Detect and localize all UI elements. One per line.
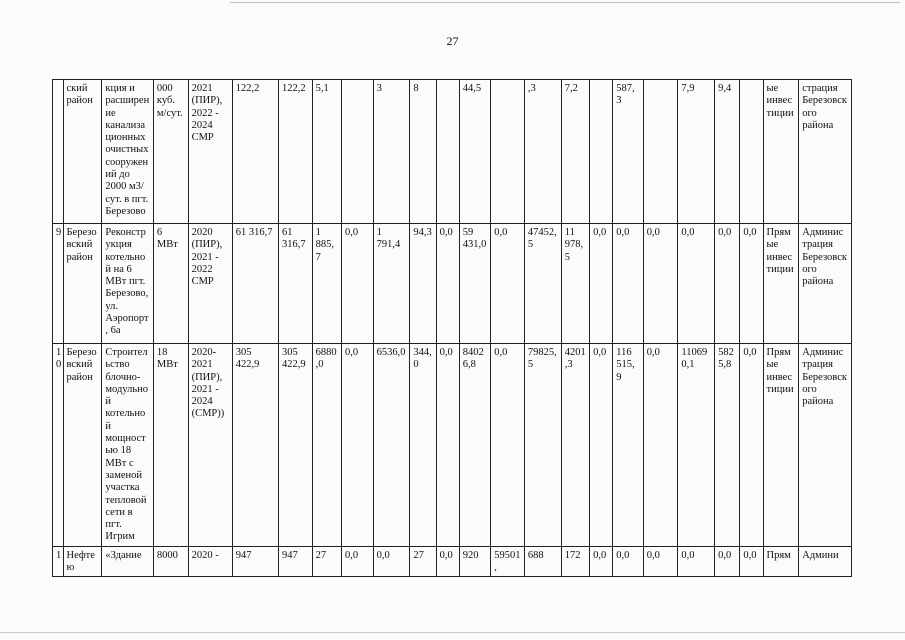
table-cell: 61 316,7: [232, 224, 278, 344]
table-cell: 0,0: [678, 546, 715, 577]
table-cell: Реконструкция котельной на 6 МВт пгт. Березово, ул. Аэропорт, 6а: [102, 224, 154, 344]
scan-edge-top: [230, 2, 900, 3]
table-cell: 0,0: [678, 224, 715, 344]
table-cell: 27: [312, 546, 341, 577]
table-cell: 305 422,9: [278, 344, 312, 547]
table-cell: 18 МВт: [153, 344, 188, 547]
table-cell: 79825,5: [524, 344, 561, 547]
table-cell: [643, 80, 678, 224]
table-cell: 47452,5: [524, 224, 561, 344]
table-cell: 0,0: [436, 546, 459, 577]
table-cell: 2020 (ПИР), 2021 - 2022 СМР: [188, 224, 232, 344]
table-cell: 920: [459, 546, 491, 577]
table-cell: 116 515,9: [613, 344, 643, 547]
table-cell: 9: [53, 224, 64, 344]
table-cell: 305 422,9: [232, 344, 278, 547]
table-cell: Администрация Березовского района: [799, 224, 852, 344]
table-cell: 10: [53, 344, 64, 547]
table-cell: 587,3: [613, 80, 643, 224]
table-cell: 5,1: [312, 80, 341, 224]
table-cell: 7,9: [678, 80, 715, 224]
table-cell: 0,0: [436, 344, 459, 547]
table-cell: 59 431,0: [459, 224, 491, 344]
table-cell: 2020-2021 (ПИР), 2021 - 2024 (СМР)): [188, 344, 232, 547]
table-cell: Администрация Березовского района: [799, 344, 852, 547]
table-cell: 0,0: [491, 224, 525, 344]
table-cell: Админи: [799, 546, 852, 577]
table-cell: 0,0: [342, 224, 374, 344]
table-cell: 44,5: [459, 80, 491, 224]
table-cell: Строительство блочно-модульной котельной мощностью 18 МВт с заменой участка тепловой сети в пгт. Игрим: [102, 344, 154, 547]
table-cell: 0,0: [491, 344, 525, 547]
table-row: [53, 546, 852, 577]
table-cell: 11 978,5: [561, 224, 589, 344]
table-cell: 0,0: [436, 224, 459, 344]
table-cell: 27: [410, 546, 436, 577]
table-cell: 0,0: [643, 224, 678, 344]
table-cell: 84026,8: [459, 344, 491, 547]
table-cell: 0,0: [740, 224, 763, 344]
table-cell: [436, 80, 459, 224]
table-cell: 0,0: [342, 344, 374, 547]
table-cell: «Здание: [102, 546, 154, 577]
table-cell: Березовский район: [63, 224, 102, 344]
table-cell: 110690,1: [678, 344, 715, 547]
table-cell: 122,2: [232, 80, 278, 224]
table-cell: [491, 80, 525, 224]
table-cell: Прям: [763, 546, 799, 577]
table-row: [53, 80, 852, 224]
table-cell: 1 791,4: [373, 224, 410, 344]
table-cell: 0,0: [613, 224, 643, 344]
table-cell: 94,3: [410, 224, 436, 344]
page-number: 27: [446, 34, 459, 48]
table-cell: 0,0: [590, 546, 613, 577]
table-cell: 0,0: [590, 224, 613, 344]
table-cell: 4201,3: [561, 344, 589, 547]
table-cell: 947: [232, 546, 278, 577]
table-cell: 6880,0: [312, 344, 341, 547]
table-cell: 0,0: [740, 546, 763, 577]
table-cell: 0,0: [613, 546, 643, 577]
table-cell: 7,2: [561, 80, 589, 224]
table-cell: 8000: [153, 546, 188, 577]
table-cell: 2021 (ПИР), 2022 - 2024 СМР: [188, 80, 232, 224]
table-body: [53, 80, 852, 577]
table-cell: 688: [524, 546, 561, 577]
investment-table: [52, 79, 852, 577]
table-cell: [53, 80, 64, 224]
table-cell: 0,0: [342, 546, 374, 577]
table-cell: ,3: [524, 80, 561, 224]
table-cell: 122,2: [278, 80, 312, 224]
table-cell: 9,4: [715, 80, 740, 224]
table-row: [53, 344, 852, 547]
table-cell: 172: [561, 546, 589, 577]
table-cell: 3: [373, 80, 410, 224]
table-cell: 1 885,7: [312, 224, 341, 344]
table-cell: Березовский район: [63, 344, 102, 547]
table-cell: 2020 -: [188, 546, 232, 577]
table-cell: 0,0: [740, 344, 763, 547]
table-cell: Нефтею: [63, 546, 102, 577]
table-cell: 8: [410, 80, 436, 224]
table-cell: 5825,8: [715, 344, 740, 547]
table-cell: Прямые инвестиции: [763, 344, 799, 547]
table-cell: 59501,: [491, 546, 525, 577]
table-cell: 0,0: [715, 224, 740, 344]
table-cell: 6 МВт: [153, 224, 188, 344]
table-cell: 000 куб. м/сут.: [153, 80, 188, 224]
table-cell: ский район: [63, 80, 102, 224]
table-cell: [590, 80, 613, 224]
table-cell: кция и расширение канализационных очистных сооружений до 2000 м3/сут. в пгт. Березово: [102, 80, 154, 224]
table-cell: 0,0: [373, 546, 410, 577]
table-cell: 0,0: [590, 344, 613, 547]
scan-edge-bottom: [0, 632, 905, 633]
table-cell: страция Березовского района: [799, 80, 852, 224]
table-cell: [342, 80, 374, 224]
table-cell: 1: [53, 546, 64, 577]
table-cell: 947: [278, 546, 312, 577]
table-cell: 0,0: [715, 546, 740, 577]
table-cell: 6536,0: [373, 344, 410, 547]
table-cell: Прямые инвестиции: [763, 224, 799, 344]
table-cell: ые инвестиции: [763, 80, 799, 224]
table-cell: 0,0: [643, 344, 678, 547]
table-row: [53, 224, 852, 344]
table-cell: 61 316,7: [278, 224, 312, 344]
table-cell: 344,0: [410, 344, 436, 547]
table-cell: [740, 80, 763, 224]
table-cell: 0,0: [643, 546, 678, 577]
